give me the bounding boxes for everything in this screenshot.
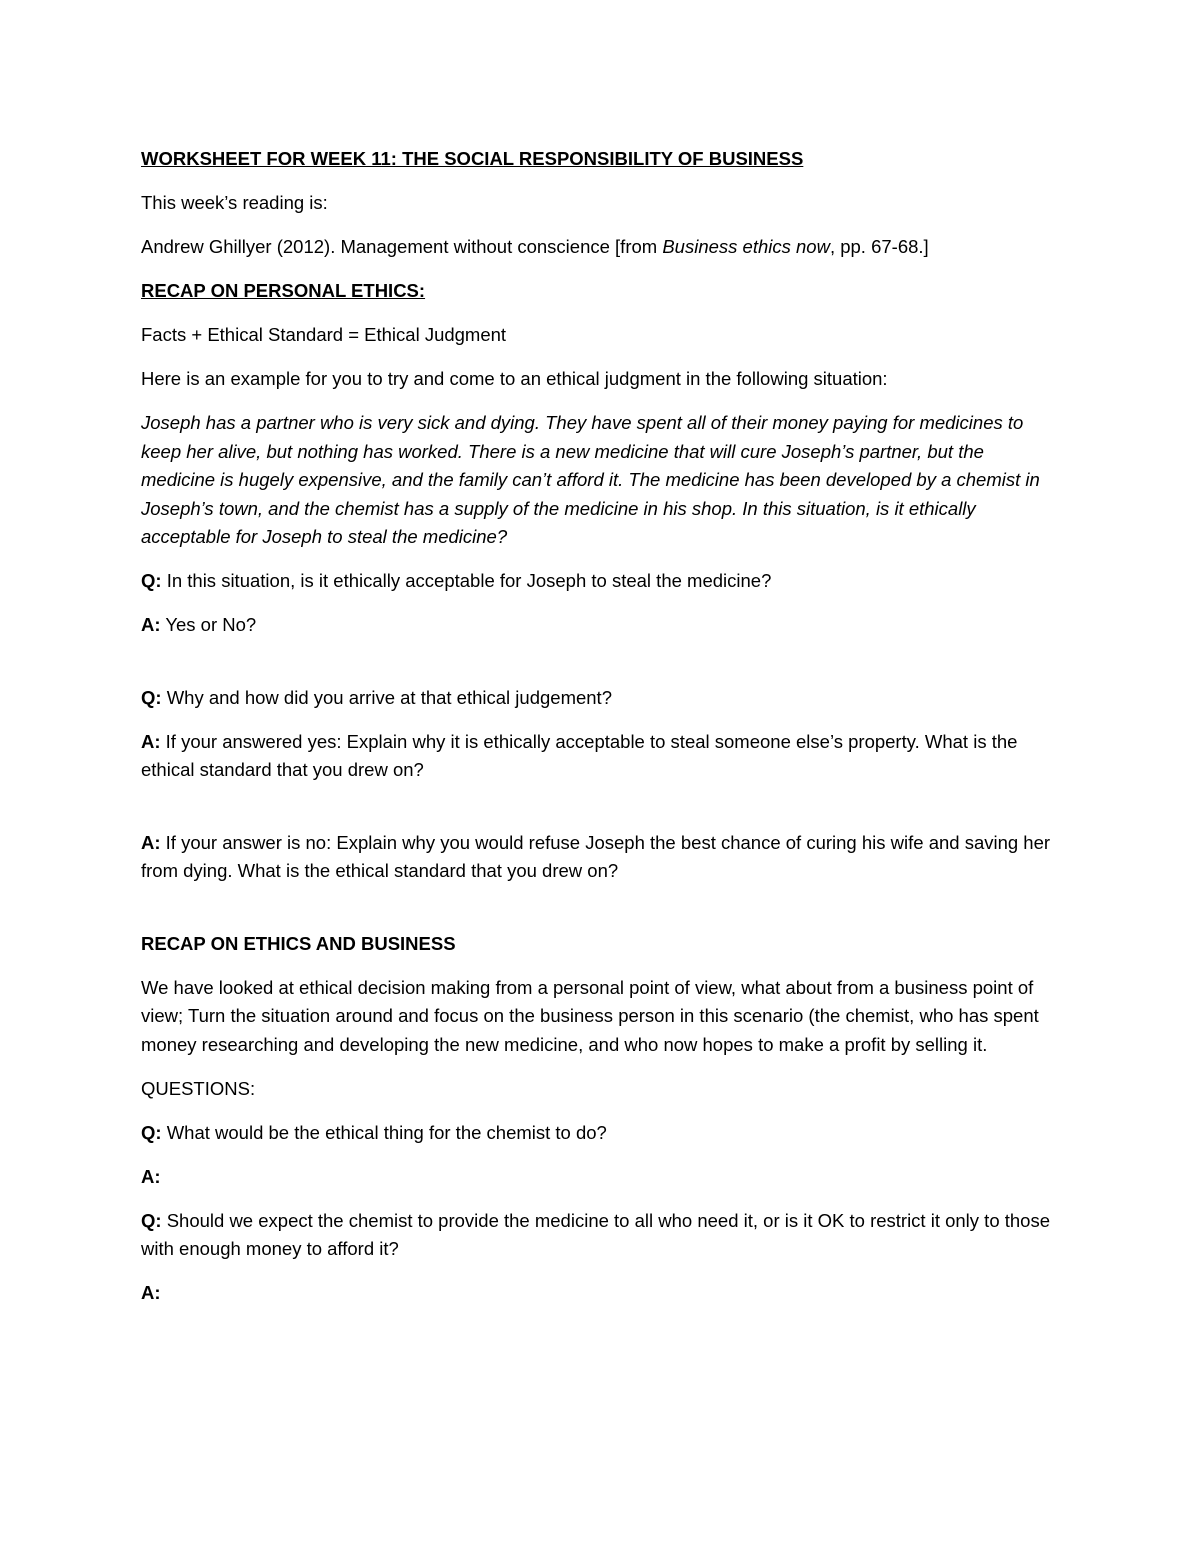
answer-if-no bbox=[141, 829, 1061, 886]
question-text: Why and how did you arrive at that ethical judgement? bbox=[161, 686, 612, 708]
answer-label: A: bbox=[141, 730, 161, 752]
answer-chemist-ethical bbox=[141, 1163, 1061, 1192]
answer-yes-or-no bbox=[141, 611, 1061, 640]
question-chemist-ethical bbox=[141, 1119, 1061, 1148]
scenario-text: Joseph has a partner who is very sick and dying. They have spent all of their money paying for medicines to keep her alive, but nothing has worked. There is a new medicine that will cure Joseph’s partner, but the medicine is hugely expensive, and the family can’t afford it. The medicine has been developed by a chemist in Joseph’s town, and the chemist has a supply of the medicine in his shop. In this situation, is it ethically acceptable for Joseph to steal the medicine? bbox=[141, 412, 1040, 547]
reading-citation bbox=[141, 233, 1061, 262]
answer-text: Yes or No? bbox=[160, 614, 257, 635]
answer-label: A: bbox=[141, 831, 161, 853]
reading-citation-start: Andrew Ghillyer (2012). Management without conscience [from bbox=[141, 236, 663, 257]
answer-provide-medicine bbox=[141, 1279, 1061, 1308]
reading-book-title: Business ethics now bbox=[662, 236, 830, 257]
answer-label: A: bbox=[141, 614, 161, 635]
question-text: Should we expect the chemist to provide the medicine to all who need it, or is it OK to restrict it only to those with enough money to afford it? bbox=[141, 1209, 1051, 1259]
reading-citation-end: , pp. 67-68.] bbox=[829, 236, 929, 257]
question-steal-medicine bbox=[141, 567, 1061, 596]
worksheet-page bbox=[141, 145, 1061, 1323]
question-label: Q: bbox=[141, 1209, 162, 1231]
answer-text: If your answered yes: Explain why it is ethically acceptable to steal someone else’s property. What is the ethical standard that you drew on? bbox=[141, 730, 1018, 780]
answer-label: A: bbox=[141, 1282, 161, 1303]
reading-intro: This week’s reading is: bbox=[141, 192, 328, 213]
question-label: Q: bbox=[141, 686, 162, 708]
answer-text: If your answer is no: Explain why you would refuse Joseph the best chance of curing his wife and saving her from dying. What is the ethical standard that you drew on? bbox=[141, 831, 1051, 881]
ethics-formula: Facts + Ethical Standard = Ethical Judgment bbox=[141, 324, 507, 345]
question-text: What would be the ethical thing for the chemist to do? bbox=[161, 1121, 607, 1143]
answer-label: A: bbox=[141, 1165, 161, 1187]
question-provide-medicine bbox=[141, 1207, 1061, 1264]
questions-label: QUESTIONS: bbox=[141, 1077, 256, 1099]
example-intro: Here is an example for you to try and come to an ethical judgment in the following situation: bbox=[141, 368, 888, 389]
section-heading-ethics-business: RECAP ON ETHICS AND BUSINESS bbox=[141, 932, 456, 954]
business-paragraph: We have looked at ethical decision making from a personal point of view, what about from a business point of view; Turn the situation around and focus on the business person in this scenario (the chemist, who has spent money researching and developing the new medicine, and who now hopes to make a profit by selling it. bbox=[141, 976, 1039, 1055]
question-label: Q: bbox=[141, 570, 162, 591]
question-why-how bbox=[141, 684, 1061, 713]
page-title: WORKSHEET FOR WEEK 11: THE SOCIAL RESPONSIBILITY OF BUSINESS bbox=[141, 148, 804, 169]
question-label: Q: bbox=[141, 1121, 162, 1143]
section-heading-personal-ethics: RECAP ON PERSONAL ETHICS: bbox=[141, 280, 426, 301]
answer-if-yes bbox=[141, 728, 1061, 785]
question-text: In this situation, is it ethically acceptable for Joseph to steal the medicine? bbox=[161, 570, 772, 591]
